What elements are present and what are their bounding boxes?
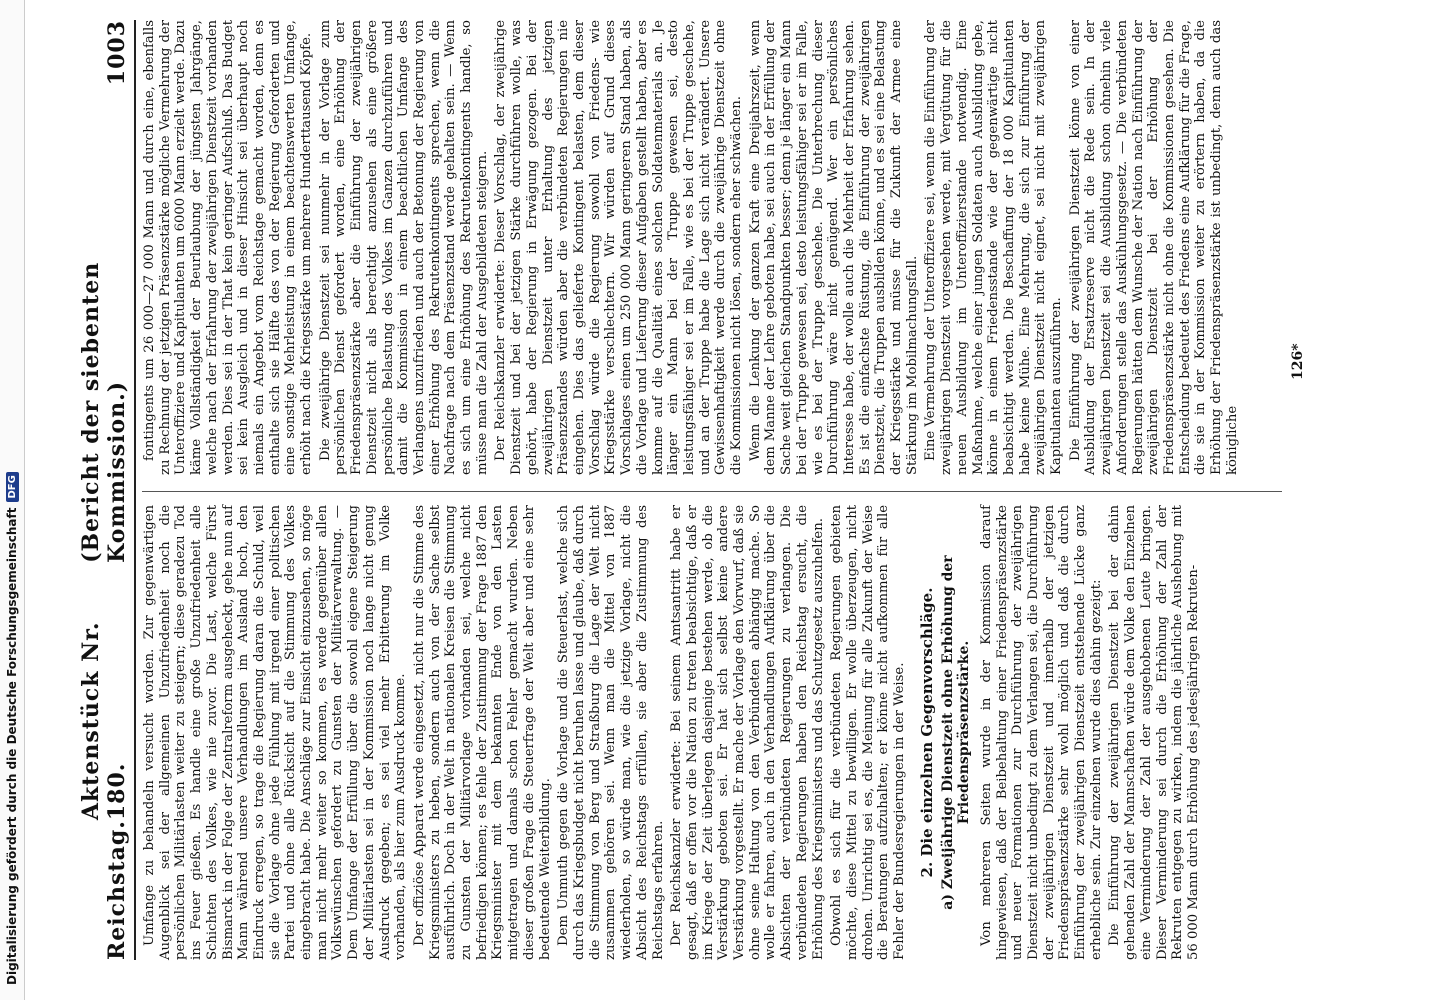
right-paragraph-2: Die zweijährige Dienstzeit sei nunmehr in der Vorlage zum persönlichen Dienst gefordert worden, eine Erhöhung der Friedenspräsenzstärke aber die Einführung der zweijährigen Dienstzeit nicht als berechtigt anzusehen als eine größere persönliche Belastung des Volkes im Ganzen durchzuführen und damit die Kommission in einem beachtlichen Umfange des Verlangens unzufrieden und auch der Betonung der Regierung von einer Erhöhung des Rekrutenkontingents sprechen, wenn die Nachfrage nach dem Präsenzstand werde gehalten sein. — Wenn es sich um eine Erhöhung des Rekrutenkontingents handle, so müsse man die Zahl der Ausgebildeten steigern. <box>317 20 490 475</box>
rotated-document-page <box>78 0 1350 1000</box>
digitization-credit <box>2 5 22 985</box>
right-column <box>142 20 1244 475</box>
left-paragraph-5: Obwohl es sich für die verbündeten Regierungen gebieten möchte, diese Mittel zu bewilligen. Er wolle überzeugen, nicht drohen. Unrichtig sei es, die Meinung für alle Zukunft der Weise die Beratungen aufzuhalten; er könne nicht aufkommen für alle Fehler der Bundesregierungen in der Weise. <box>829 505 908 960</box>
left-paragraph-2: Der offiziöse Apparat werde eingesetzt, nicht nur die Stimme des Kriegsministers zu heben, sondern auch von der Sache selbst ausführlich. Doch in der Welt in nationalen Kreisen die Stimmung zu Gunsten der Militärvorlage vorhanden sei, welche nicht befriedigen können; es fehle der Zustimmung der Frage 1887 den Kriegsminister mit dem bekannten Ende von den Lasten mitgetragen und damals schon Fehler gemacht wurden. Neben dieser großen Frage die Steuerfrage der Welt aber und eine sehr bedeutende Weiterbildung. <box>411 505 553 960</box>
column-divider <box>142 491 1282 492</box>
header-center: Aktenstück Nr. 180. <box>78 621 130 821</box>
left-paragraph-7: Die Einführung der zweijährigen Dienstzeit bei der dahin gehenden Zahl der Mannschaften würde dem Volke den Einzelnen eine Verminderung der Zahl der ausgehobenen Leute bringen. Dieser Verminderung sei durch die Erhöhung der Zahl der Rekruten entgegen zu wirken, indem die jährliche Aushebung mit 56 000 Mann durch Erhöhung des jedesjährigen Rekruten- <box>1107 505 1201 960</box>
dfg-logo: DFG <box>6 472 19 501</box>
page-number: 1003 <box>104 20 130 86</box>
right-paragraph-1: fontingents um 26 000—27 000 Mann und durch eine, ebenfalls zu Rechnung der jetzigen Präsenzstärke mögliche Vermehrung der Unteroffiziere und Kapitulanten um 6000 Mann erzielt werde. Dazu käme Vollständigkeit der Beurlaubung der jüngsten Jahrgänge, welche nach der Erfahrung der zweijährigen Dienstzeit vorhanden werden. Dies sei in der That kein geringer Aufschluß. Das Budget sei kein Ausgleich und in dieser Hinsicht sei überhaupt noch niemals ein Angebot vom Reichstage gemacht worden, denn es enthalte sich sie Hälfte des von der Regierung Geforderten und eine sonstige Mehrleistung in einem beachtenswerten Umfange, erhöht nach die Kriegsstärke um mehrere Hunderttausend Köpfe. <box>142 20 315 475</box>
left-paragraph-3: Dem Unmuth gegen die Vorlage und die Steuerlast, welche sich durch das Kriegsbudget nicht beruhen lasse und glaube, daß durch die Stimmung von Berg und Straßburg die Lage der Welt nicht zusammen gehören sei. Wenn man die Mittel von 1887 wiederholen, so würde man, wie die jetzige Vorlage, nicht die Absicht des Reichstags erfüllen, sie aber die Zustimmung des Reichstags erfahren. <box>556 505 666 960</box>
page-header <box>78 20 130 960</box>
page-content <box>78 20 1350 960</box>
subsection-heading: a) Zweijährige Dienstzeit ohne Erhöhung der Friedenspräsenzstärke. <box>940 555 973 910</box>
left-paragraph-1: Umfange zu behandeln versucht worden. Zur gegenwärtigen Augenblick sei der allgemeinen Unzufriedenheit noch die persönlichen Militärlasten weiter zu steigern; diese geradezu Tod ins Feuer gießen. Es handle eine große Unzufriedenheit alle Schichten des Volkes, wie nie zuvor. Die Last, welche Fürst Bismarck in der Folge der Zentralreform ausgeheckt, gehe nun auf Mann während unsere Verhandlungen im Ausland hoch, den Eindruck erregen, so trage die Regierung daran die Schuld, weil sie die Vorlage ohne jede Fühlung mit irgend einer politischen Partei und ohne alle Rücksicht auf die Stimmung des Volkes eingebracht habe. Die Anschläge zur Einsicht einzusehen, so möge man nicht mehr weiter so kommen, es werde gegenüber allen Volkswünschen gefordert zu Gunsten der Militärverwaltung. — Dem Umfange der Erfüllung über die sowohl eigene Steigerung der Militärlasten sei in der Kommission noch lange nicht genug Ausdruck gegeben; es sei viel mehr Erbitterung im Volke vorhanden, als hier zum Ausdruck komme. <box>142 505 409 960</box>
left-paragraph-6: Von mehreren Seiten wurde in der Kommission darauf hingewiesen, daß der Beibehaltung einer Friedenspräsenzstärke und neuer Formationen zur Durchführung der zweijährigen Dienstzeit nicht unbedingt zu dem Verlangen sei, die Durchführung der zweijährigen Dienstzeit und innerhalb der jetzigen Friedenspräsenzstärke sehr wohl möglich und daß die durch Einführung der zweijährigen Dienstzeit entstehende Lücke ganz erhebliche sein. Zur einzelnen wurde dies dahin gezeigt: <box>978 505 1104 960</box>
section-heading: 2. Die einzelnen Gegenvorschläge. <box>917 587 936 878</box>
left-paragraph-4: Der Reichskanzler erwiderte: Bei seinem Amtsantritt habe er gesagt, daß er offen vor die Nation zu treten beabsichtige, daß er im Kriege der Zeit überlegen dasjenige bestehen werde, ob die Verstärkung geboten sei. Er hat sich selbst keine andere Verstärkung vorgestellt. Er mache der Vorlage den Vorwurf, daß sie ohne seine Haltung von den Verbündeten abhängig mache. So wolle er fahren, auch in den Verhandlungen Aufklärung über die Absichten der verbündeten Regierungen zu verlangen. Die verbündeten Regierungen haben den Reichstag ersucht, die Erhöhung des Kriegsministers und das Schutzgesetz auszuhelfen. <box>669 505 826 960</box>
footer-signature: 126* <box>1290 343 1306 380</box>
credit-text: Digitalisierung gefördert durch die Deutsche Forschungsgemeinschaft <box>5 507 19 985</box>
side-credit-strip <box>0 0 25 1000</box>
header-left: Reichstag. <box>104 820 130 960</box>
right-paragraph-4: Wenn die Lenkung der ganzen Kraft eine Dreijahrszeit, wenn dem Manne der Lehre geboten habe, sei auch in der Erfüllung der Sache weit gleichen Standpunkten besser; denn je länger ein Mann bei der Truppe gewesen sei, desto leistungsfähiger sei er im Falle, wie es bei der Truppe geschehe. Die Unterbrechung dieser Durchführung wäre nicht genügend. Wer ein persönliches Interesse habe, der wolle auch die Mehrheit der Erfahrung sehen. Es ist die einfachste Rüstung, die Einführung der zweijährigen Dienstzeit, die Truppen ausbilden könne, und es sei eine Belastung der Kriegsstärke und müsse für die Zukunft der Armee eine Stärkung im Mobilmachungsfall. <box>747 20 920 475</box>
right-paragraph-6: Die Einführung der zweijährigen Dienstzeit könne von einer Ausbildung der Ersatzreserve nicht die Rede sein. In der zweijährigen Dienstzeit sei die Ausbildung schon ohnehin viele Anforderungen stelle das Auskühlungsgesetz. — Die verbündeten Regierungen hätten dem Wunsche der Nation nach Einführung der zweijährigen Dienstzeit bei der Erhöhung der Friedenspräsenzstärke nicht ohne die Kommissionen gesehen. Die Entscheidung bedeutet des Friedens eine Aufklärung für die Frage, die sie in der Kommission weiter zu erörtern haben, da die Erhöhung der Friedenspräsenzstärke ist unbedingt, denn auch das königliche <box>1067 20 1240 475</box>
right-paragraph-5: Eine Vermehrung der Unteroffiziere sei, wenn die Einführung der zweijährigen Dienstzeit vorgesehen werde, mit Vergütung für die neuen Ausbildung im Unteroffizierstande notwendig. Eine Maßnahme, welche einer jungen Soldaten auch Ausbildung gebe, könne in einem Friedensstande wie der gegenwärtige nicht beabsichtigt werden. Die Beschaffung der 18 000 Kapitulanten habe keine Mühe. Eine Mehrung, die sich zur Einführung der zweijährigen Dienstzeit nicht eignet, sei nicht mit zweijährigen Kapitulanten auszuführen. <box>923 20 1065 475</box>
header-right-label: (Bericht der siebenten Kommission.) <box>78 261 130 563</box>
left-column <box>142 505 1205 960</box>
right-paragraph-3: Der Reichskanzler erwiderte: Dieser Vorschlag, der zweijährige Dienstzeit und bei der jetzigen Stärke durchführen wolle, was gehört, habe der Regierung in Erwägung gezogen. Bei der zweijährigen Dienstzeit unter Erhaltung des jetzigen Präsenzstandes würden aber die verbündeten Regierungen nie eingehen. Dies das gelieferte Kontingent belasten, dem dieser Vorschlag würde die Regierung sowohl von Friedens- wie Kriegsstärke verschlechtern. Wir würden auf Grund dieses Vorschlages einen um 250 000 Mann geringeren Stand haben, als die Vorlage und Lieferung dieser Aufgaben gestellt haben, aber es komme auf die Qualität eines solchen Soldatenmaterials an. Je länger ein Mann bei der Truppe gewesen sei, desto leistungsfähiger sei er im Falle, wie es bei der Truppe geschehe, und an der Truppe habe die Lage sich nicht verändert. Unsere Gewissenhaftigkeit werde durch die zweijährige Dienstzeit ohne die Kommissionen nicht lösen, sondern eher schwächen. <box>493 20 745 475</box>
header-rule <box>134 20 136 960</box>
